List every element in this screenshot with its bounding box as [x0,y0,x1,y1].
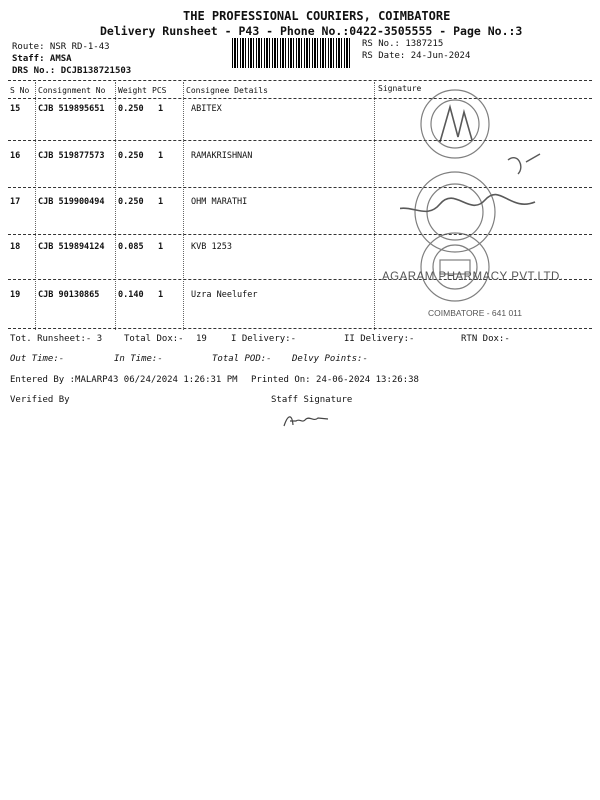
row-consignee: OHM MARATHI [191,197,248,207]
col-pcs: PCS [152,86,167,95]
row-pcs: 1 [158,242,164,252]
row-pcs: 1 [158,290,164,300]
row-consignee: Uzra Neelufer [191,290,258,300]
i-delivery: I Delivery:- [231,334,297,344]
staff-label: Staff: AMSA [12,54,72,64]
col-weight: Weight [118,86,147,95]
agaram-stamp-name: AGARAM PHARMACY PVT.LTD. [382,271,564,283]
total-pod: Total POD:- [212,354,272,364]
rs-number: RS No.: 1387215 [362,39,444,49]
printed-on: Printed On: 24-06-2024 13:26:38 [251,375,419,385]
row-pcs: 1 [158,151,164,161]
signature-stamps [400,82,600,332]
row-consignee: KVB 1253 [191,242,232,252]
in-time: In Time:- [114,354,163,364]
row-sno: 15 [10,104,21,114]
row-consignee: ABITEX [191,104,222,114]
barcode [232,38,352,68]
row-weight: 0.140 [118,290,144,300]
col-separator [374,82,375,330]
row-pcs: 1 [158,104,164,114]
runsheet-title: Delivery Runsheet - P43 - Phone No.:0422-3505555 - Page No.:3 [100,24,523,38]
ii-delivery: II Delivery:- [344,334,415,344]
verified-by: Verified By [10,395,70,405]
route-label: Route: NSR RD-1-43 [12,42,110,52]
row-sno: 16 [10,151,21,161]
row-sno: 17 [10,197,21,207]
drs-number: DRS No.: DCJB138721503 [12,66,132,76]
agaram-stamp-city: COIMBATORE - 641 011 [428,308,523,318]
row-weight: 0.250 [118,151,144,161]
total-runsheet: Tot. Runsheet:- 3 [10,334,103,344]
col-sno: S No [10,86,30,95]
row-weight: 0.085 [118,242,144,252]
row-consignment: CJB 519877573 [38,151,105,161]
col-signature: Signature [378,84,422,93]
col-separator [35,82,36,330]
staff-signature-label: Staff Signature [271,395,353,405]
entered-by: Entered By :MALARP43 06/24/2024 1:26:31 PM [10,375,238,385]
header-top-divider [8,80,592,81]
staff-signature-mark [282,410,332,430]
rs-date: RS Date: 24-Jun-2024 [362,51,471,61]
row-consignment: CJB 90130865 [38,290,100,300]
row-consignee: RAMAKRISHNAN [191,151,253,161]
row-weight: 0.250 [118,104,144,114]
col-separator [183,82,184,330]
total-dox-value: 19 [196,334,207,344]
out-time: Out Time:- [10,354,65,364]
delvy-points: Delvy Points:- [292,354,368,364]
col-consignment: Consignment No [38,86,106,95]
row-pcs: 1 [158,197,164,207]
row-consignment: CJB 519894124 [38,242,105,252]
col-separator [115,82,116,330]
col-consignee: Consignee Details [186,86,268,95]
total-dox-label: Total Dox:- [124,334,184,344]
row-sno: 18 [10,242,21,252]
row-consignment: CJB 519900494 [38,197,105,207]
company-title: THE PROFESSIONAL COURIERS, COIMBATORE [183,9,451,23]
row-sno: 19 [10,290,21,300]
row-weight: 0.250 [118,197,144,207]
rtn-dox: RTN Dox:- [461,334,510,344]
row-consignment: CJB 519895651 [38,104,105,114]
